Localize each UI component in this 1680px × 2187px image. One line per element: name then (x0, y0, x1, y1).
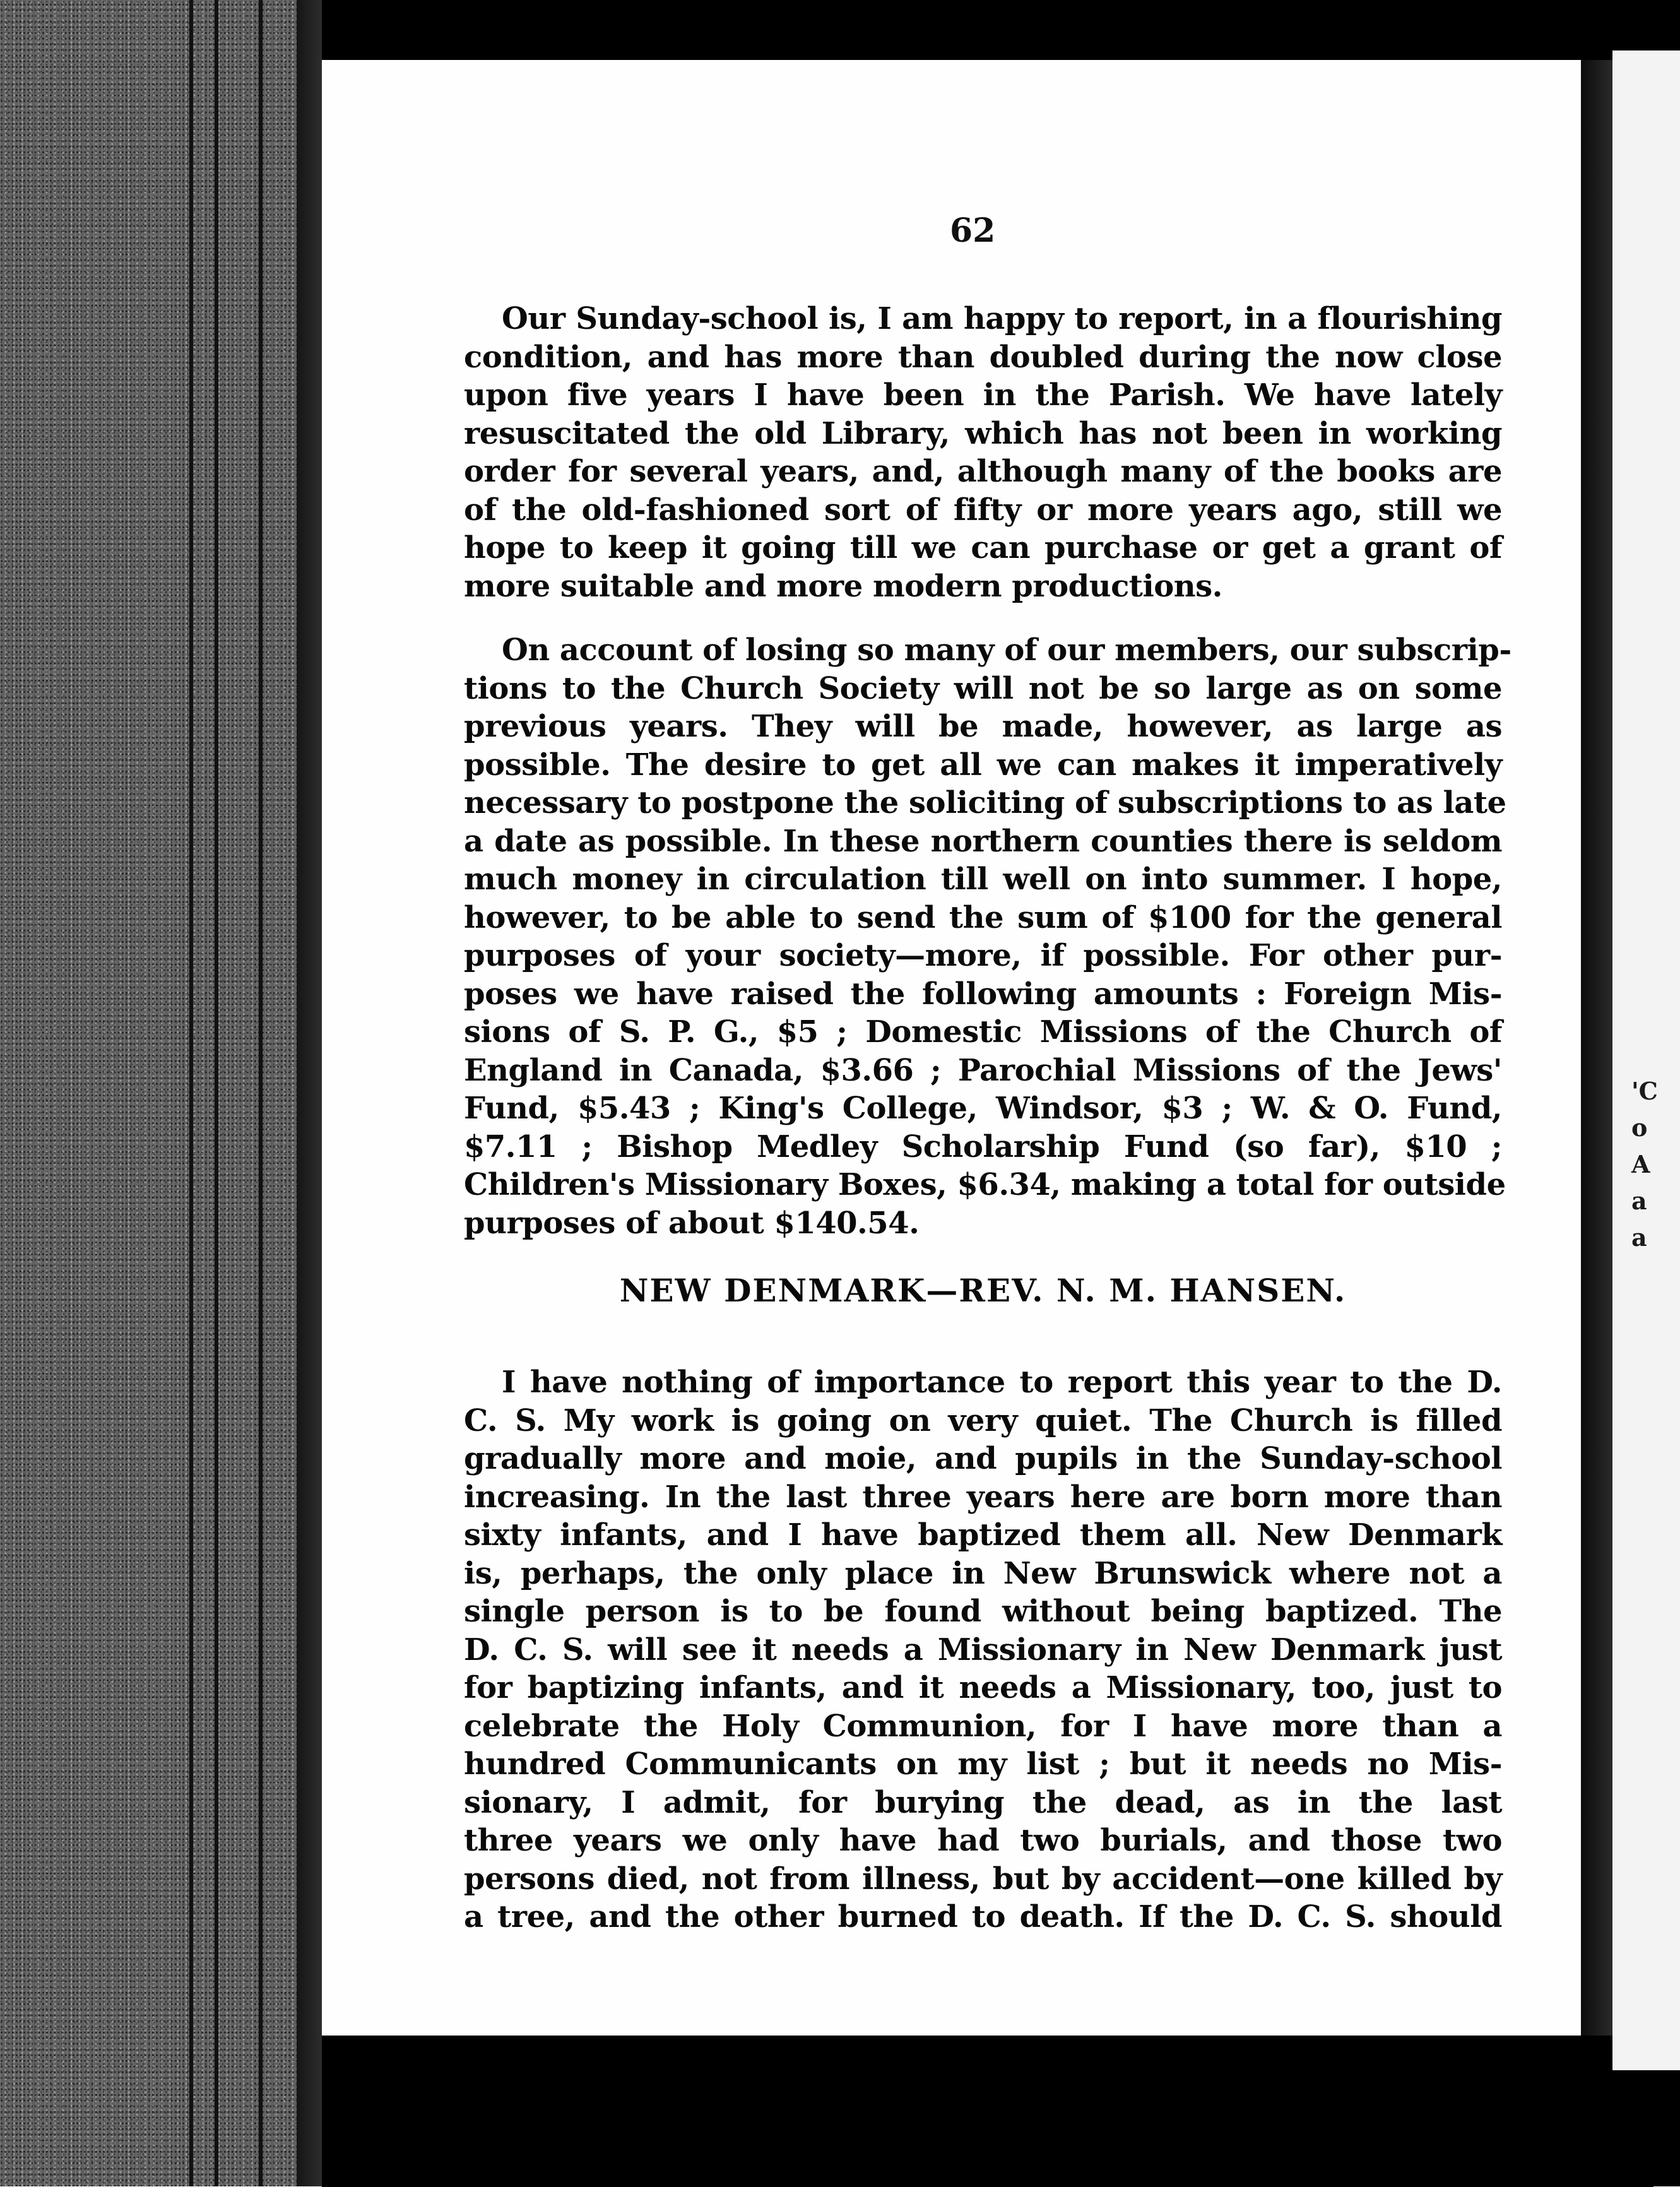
text-line: tions to the Church Society will not be so large as on some (464, 670, 1502, 706)
text-line: celebrate the Holy Communion, for I have more than a (464, 1708, 1502, 1744)
section-heading: NEW DENMARK—REV. N. M. HANSEN. (619, 1272, 1347, 1309)
text-line: $7.11 ; Bishop Medley Scholarship Fund (so far), $10 ; (464, 1129, 1502, 1165)
text-line: previous years. They will be made, however, as large as (464, 709, 1502, 744)
fragment-text: 'C (1631, 1077, 1658, 1105)
paragraph-subscriptions (464, 631, 1511, 1242)
book-page-edges (0, 0, 322, 2186)
text-line: hundred Communicants on my list ; but it needs no Mis- (464, 1746, 1502, 1782)
text-line: purposes of your society—more, if possible. For other pur- (464, 938, 1502, 973)
text-line: Children's Missionary Boxes, $6.34, making a total for outside (464, 1167, 1506, 1202)
scan-border-bottom (322, 2036, 1653, 2187)
text-line: poses we have raised the following amounts : Foreign Mis- (464, 976, 1502, 1012)
text-line: Fund, $5.43 ; King's College, Windsor, $3 ; W. & O. Fund, (464, 1091, 1502, 1126)
text-line: On account of losing so many of our members, our subscrip- (502, 632, 1511, 668)
fragment-text: o (1631, 1113, 1648, 1142)
gutter-shadow (297, 0, 322, 2186)
text-line: for baptizing infants, and it needs a Missionary, too, just to (464, 1670, 1502, 1705)
text-line: I have nothing of importance to report this year to the D. (502, 1365, 1502, 1400)
facing-page-fragments (1631, 1073, 1680, 1256)
text-line: more suitable and more modern productions. (464, 568, 1222, 604)
text-line: much money in circulation till well on into summer. I hope, (464, 862, 1502, 897)
text-line: three years we only have had two burials, and those two (464, 1823, 1502, 1858)
fragment-text: a (1631, 1223, 1647, 1252)
paragraph-sunday-school (464, 300, 1502, 605)
text-line: Our Sunday-school is, I am happy to report, in a flourishing (502, 301, 1502, 336)
text-line: C. S. My work is going on very quiet. The Church is filled (464, 1402, 1502, 1438)
text-line: resuscitated the old Library, which has not been in working (464, 415, 1502, 451)
text-line: sixty infants, and I have baptized them all. New Denmark (464, 1517, 1502, 1553)
text-line: condition, and has more than doubled during the now close (464, 339, 1502, 375)
facing-page-gutter (1581, 60, 1612, 2036)
text-line: purposes of about $140.54. (464, 1205, 920, 1241)
page-edge-line (215, 0, 218, 2186)
text-line: upon five years I have been in the Parish. We have lately (464, 377, 1502, 413)
text-line: a date as possible. In these northern counties there is seldom (464, 823, 1502, 859)
paragraph-new-denmark (464, 1363, 1502, 1936)
text-line: single person is to be found without being baptized. The (464, 1594, 1502, 1629)
text-line: gradually more and moie, and pupils in the Sunday-school (464, 1441, 1502, 1476)
text-line: sions of S. P. G., $5 ; Domestic Missions of the Church of (464, 1014, 1502, 1050)
text-line: order for several years, and, although many of the books are (464, 454, 1502, 489)
text-line: persons died, not from illness, but by accident—one killed by (464, 1861, 1502, 1897)
text-line: a tree, and the other burned to death. If the D. C. S. should (464, 1899, 1502, 1935)
text-line: is, perhaps, the only place in New Brunswick where not a (464, 1555, 1502, 1591)
text-line: D. C. S. will see it needs a Missionary in New Denmark just (464, 1632, 1502, 1668)
text-line: sionary, I admit, for burying the dead, as in the last (464, 1784, 1502, 1820)
fragment-text: A (1631, 1150, 1650, 1178)
text-line: increasing. In the last three years here are born more than (464, 1479, 1502, 1515)
fragment-text: a (1631, 1187, 1647, 1215)
text-line: possible. The desire to get all we can makes it imperatively (464, 747, 1502, 783)
text-line: hope to keep it going till we can purchase or get a grant of (464, 530, 1502, 566)
page-edge-line (189, 0, 193, 2186)
page-number: 62 (950, 211, 996, 250)
text-line: England in Canada, $3.66 ; Parochial Missions of the Jews' (464, 1052, 1502, 1088)
text-line: of the old-fashioned sort of fifty or more years ago, still we (464, 492, 1502, 528)
scan-border-top (322, 0, 1653, 60)
text-line: however, to be able to send the sum of $100 for the general (464, 899, 1502, 935)
facing-page-sliver (1612, 50, 1680, 2070)
text-line: necessary to postpone the soliciting of subscriptions to as late (464, 785, 1506, 821)
page-edge-line (259, 0, 263, 2186)
